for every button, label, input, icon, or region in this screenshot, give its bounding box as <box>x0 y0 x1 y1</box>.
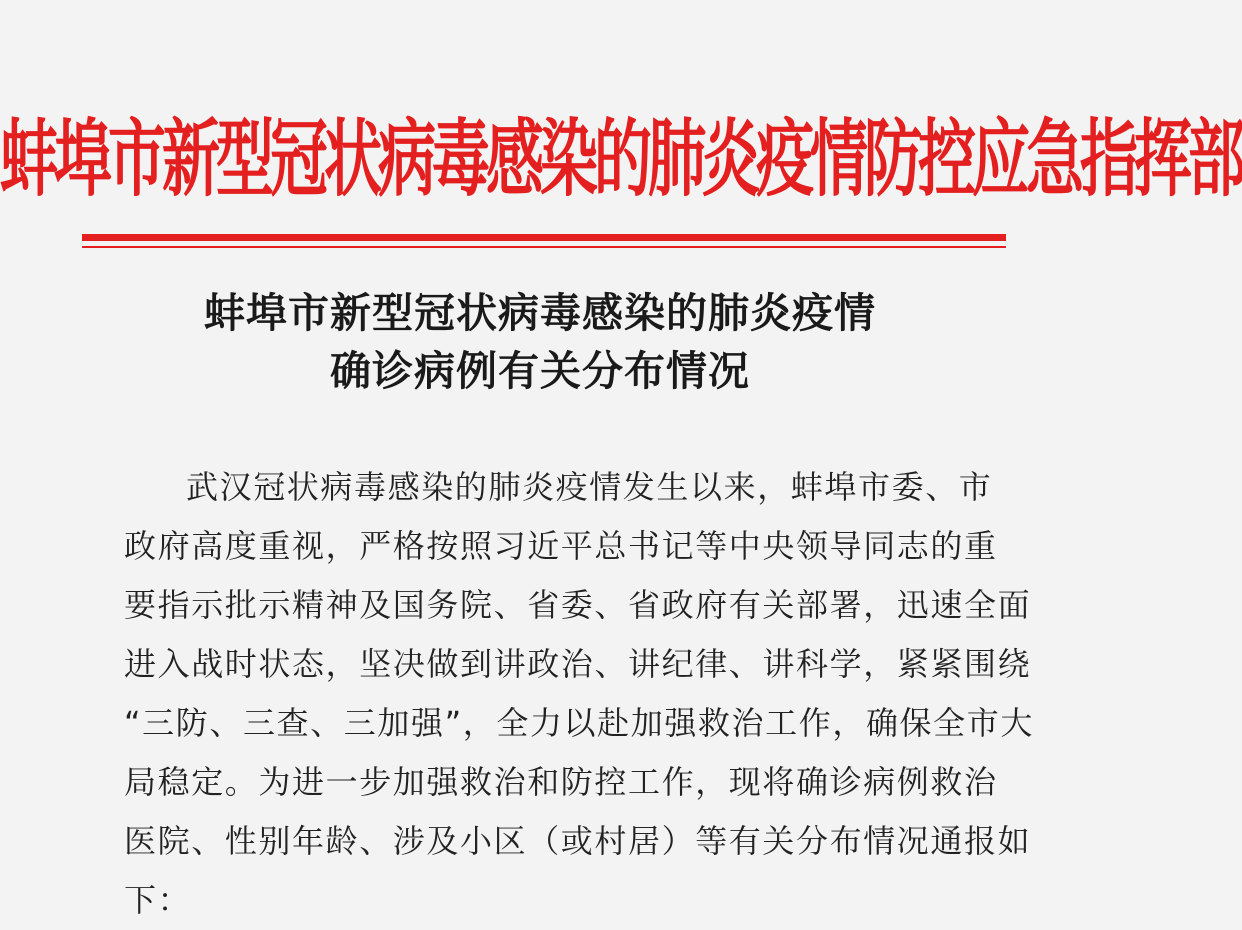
body-line: 武汉冠状病毒感染的肺炎疫情发生以来，蚌埠市委、市 <box>186 468 993 506</box>
document-body <box>124 458 1034 930</box>
body-line: 要指示批示精神及国务院、省委、省政府有关部署，迅速全面 <box>124 586 1032 624</box>
body-line: 医院、性别年龄、涉及小区（或村居）等有关分布情况通报如 <box>124 822 1032 860</box>
body-line: 局稳定。为进一步加强救治和防控工作，现将确诊病例救治 <box>124 763 998 801</box>
masthead-title: 蚌埠市新型冠状病毒感染的肺炎疫情防控应急指挥部 <box>0 109 1242 209</box>
body-line: 进入战时状态，坚决做到讲政治、讲纪律、讲科学，紧紧围绕 <box>124 645 1032 683</box>
document-title-line-2: 确诊病例有关分布情况 <box>330 347 750 395</box>
body-line: 政府高度重视，严格按照习近平总书记等中央领导同志的重 <box>124 527 998 565</box>
document-title-line-1: 蚌埠市新型冠状病毒感染的肺炎疫情 <box>204 289 876 337</box>
red-divider-thin <box>82 246 1006 248</box>
red-divider-thick <box>82 234 1006 241</box>
body-line: “三防、三查、三加强”，全力以赴加强救治工作，确保全市大 <box>124 704 1034 742</box>
body-line: 下： <box>124 881 192 919</box>
